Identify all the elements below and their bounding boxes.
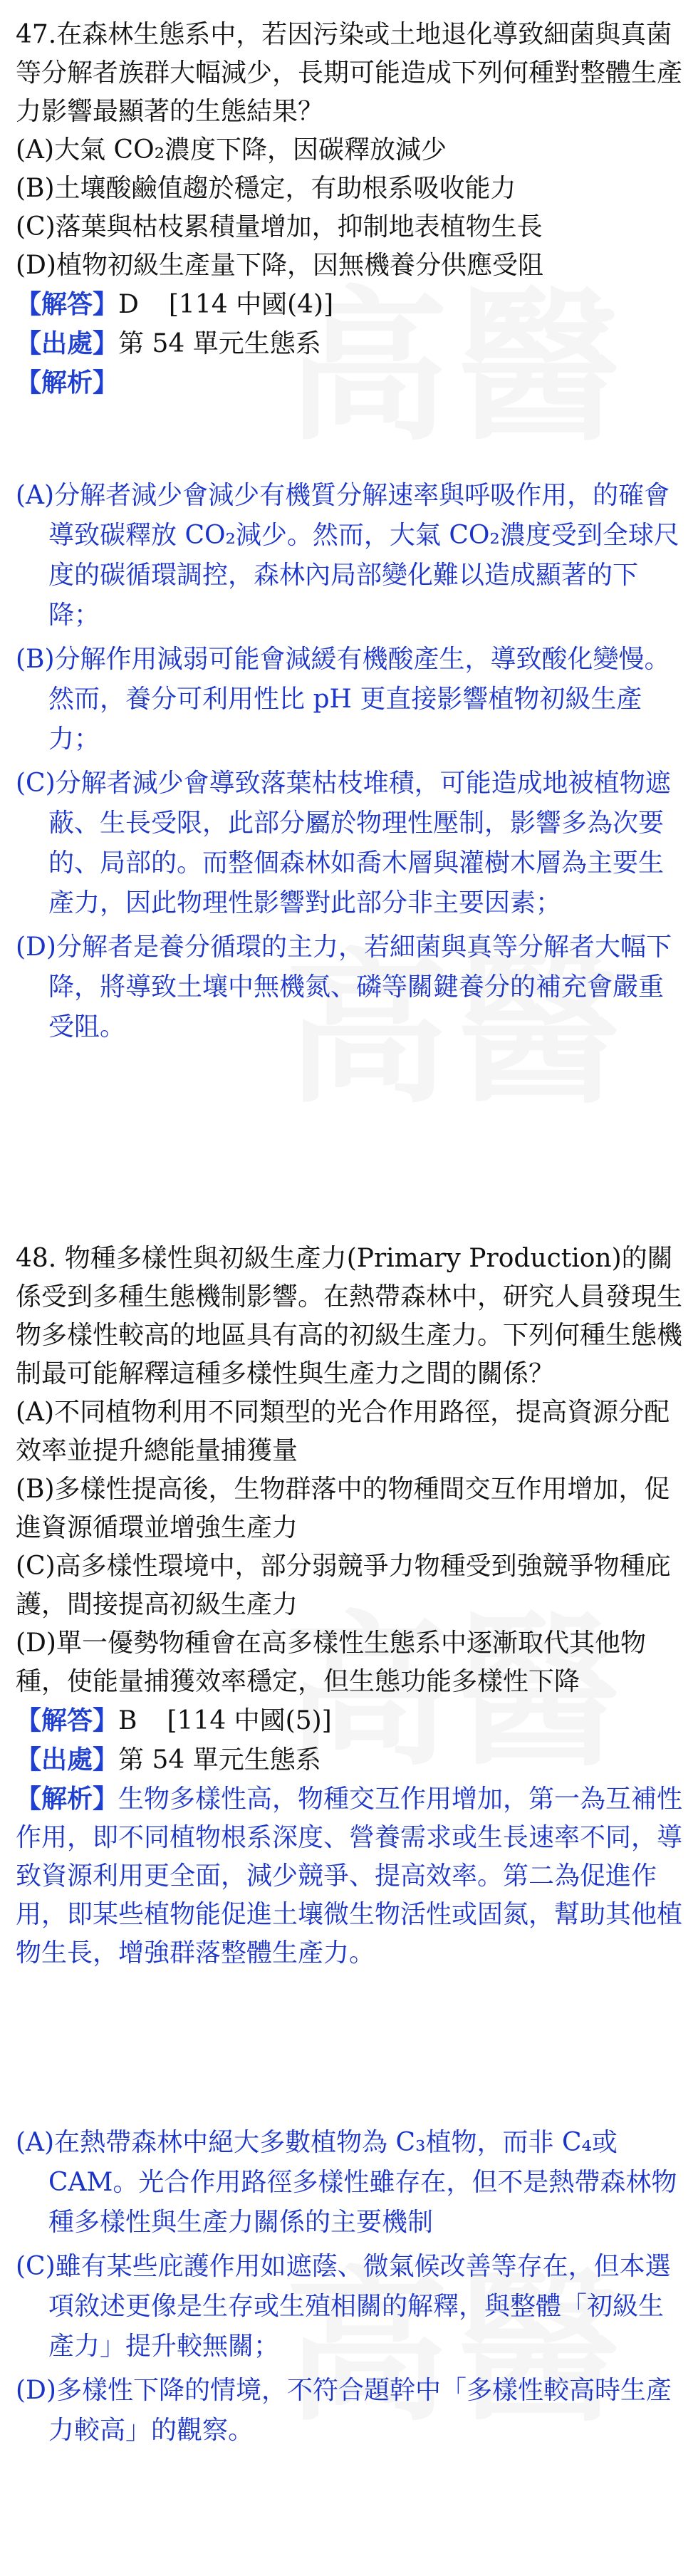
- question-48-option-c: (C)高多樣性環境中，部分弱競爭力物種受到強競爭物種庇護，間接提高初級生產力: [16, 1552, 671, 1619]
- question-47-answer: [16, 285, 685, 324]
- explanation-item-c: (C)分解者減少會導致落葉枯枝堆積，可能造成地被植物遮蔽、生長受限，此部分屬於物理性壓制，影響多為次要的、局部的。而整個森林如喬木層與灌樹木層為主要生產力，因此物理性影響對此部分非主要因素；: [16, 769, 671, 918]
- origin-value: 第 54 單元生態系: [118, 1745, 321, 1775]
- question-47-option-a: (A)大氣 CO₂濃度下降，因碳釋放減少: [16, 135, 447, 165]
- question-47-stem: 47.在森林生態系中，若因污染或土地退化導致細菌與真菌等分解者族群大幅減少，長期可能造成下列何種對整體生產力影響最顯著的生態結果？: [16, 20, 683, 126]
- question-48-explanation-main: [16, 1780, 685, 1973]
- question-47-origin: [16, 324, 685, 363]
- answer-source: [114 中國(5)]: [167, 1706, 332, 1735]
- question-47-explanation: [16, 476, 685, 1047]
- question-48-option-d: (D)單一優勢物種會在高多樣性生態系中逐漸取代其他物種，使能量捕獲效率穩定，但生態功能多樣性下降: [16, 1629, 646, 1696]
- explanation-item-a: (A)分解者減少會減少有機質分解速率與呼吸作用，的確會導致碳釋放 CO₂減少。然而，大氣 CO₂濃度受到全球尺度的碳循環調控，森林內局部變化難以造成顯著的下降；: [16, 481, 679, 630]
- answer-label: 【解答】: [16, 289, 119, 319]
- question-48-option-b: (B)多樣性提高後，生物群落中的物種間交互作用增加，促進資源循環並增強生產力: [16, 1475, 670, 1542]
- explanation-text: 生物多樣性高，物種交互作用增加，第一為互補性作用，即不同植物根系深度、營養需求或生長速率不同，導致資源利用更全面，減少競爭、提高效率。第二為促進作用，即某些植物能促進土壤微生物活性或固氮，幫助其他植物生長，增強群落整體生產力。: [16, 1785, 683, 1968]
- question-47-option-c: (C)落葉與枯枝累積量增加，抑制地表植物生長: [16, 212, 543, 242]
- question-47-explanation-label: 【解析】: [16, 368, 119, 398]
- explanation-item-b: (B)分解作用減弱可能會減緩有機酸產生，導致酸化變慢。然而，養分可利用性比 pH 更直接影響植物初級生產力；: [16, 645, 670, 754]
- answer-label: 【解答】: [16, 1705, 119, 1735]
- answer-source: [114 中國(4)]: [168, 290, 334, 319]
- question-48-option-a: (A)不同植物利用不同類型的光合作用路徑，提高資源分配效率並提升總能量捕獲量: [16, 1398, 670, 1465]
- explanation-label: 【解析】: [16, 1784, 119, 1814]
- origin-label: 【出處】: [16, 328, 119, 358]
- question-48: [16, 1240, 685, 1973]
- explanation-item-a: (A)在熱帶森林中絕大多數植物為 C₃植物，而非 C₄或 CAM。光合作用路徑多樣性雖存在，但不是熱帶森林物種多樣性與生產力關係的主要機制: [16, 2128, 677, 2237]
- question-48-origin: [16, 1740, 685, 1780]
- answer-value: B: [118, 1706, 137, 1735]
- explanation-item-d: (D)分解者是養分循環的主力，若細菌與真等分解者大幅下降，將導致土壤中無機氮、磷等關鍵養分的補充會嚴重受阻。: [16, 933, 672, 1042]
- answer-value: D: [118, 290, 139, 319]
- explanation-item-d: (D)多樣性下降的情境，不符合題幹中「多樣性較高時生產力較高」的觀察。: [16, 2376, 672, 2445]
- question-47: [16, 16, 685, 402]
- question-48-stem: 48. 物種多樣性與初級生產力(Primary Production)的關係受到多種生態機制影響。在熱帶森林中，研究人員發現生物多樣性較高的地區具有高的初級生產力。下列何種生態機制最可能解釋這種多樣性與生產力之間的關係？: [16, 1244, 683, 1388]
- explanation-item-c: (C)雖有某些庇護作用如遮蔭、微氣候改善等存在，但本選項敘述更像是生存或生殖相關的解釋，與整體「初級生產力」提升較無關；: [16, 2252, 671, 2361]
- question-47-option-b: (B)土壤酸鹼值趨於穩定，有助根系吸收能力: [16, 174, 516, 203]
- question-48-explanation: [16, 2123, 685, 2451]
- question-48-answer: [16, 1701, 685, 1740]
- origin-label: 【出處】: [16, 1745, 119, 1775]
- origin-value: 第 54 單元生態系: [118, 329, 321, 358]
- question-47-option-d: (D)植物初級生產量下降，因無機養分供應受阻: [16, 251, 543, 280]
